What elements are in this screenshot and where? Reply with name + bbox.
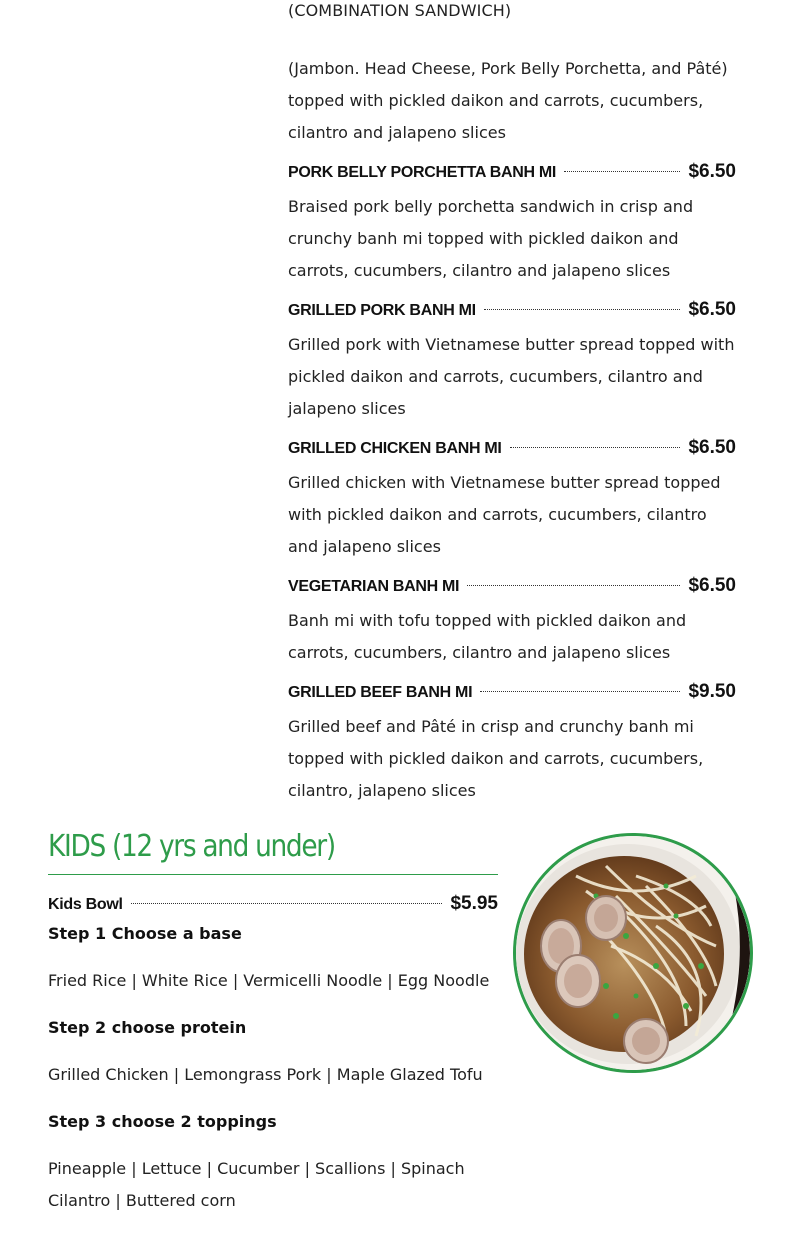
item-description: Grilled chicken with Vietnamese butter spread topped with pickled daikon and carrots, cucumbers, cilantro and jalapeno slices xyxy=(288,473,721,556)
combo-description: (Jambon. Head Cheese, Pork Belly Porchetta, and Pâté) topped with pickled daikon and carrots, cucumbers, cilantro and jalapeno slices xyxy=(288,59,728,142)
menu-item xyxy=(288,161,736,287)
step-2-options: Grilled Chicken | Lemongrass Pork | Maple Glazed Tofu xyxy=(48,1065,483,1084)
menu-item-header xyxy=(288,299,736,321)
step-3-options xyxy=(48,1153,498,1217)
menu-item-header xyxy=(288,437,736,459)
item-name: VEGETARIAN BANH MI xyxy=(288,578,460,595)
item-price: $5.95 xyxy=(450,893,498,914)
banh-mi-section xyxy=(288,0,736,807)
step-1-title: Step 1 Choose a base xyxy=(48,924,242,943)
item-name: GRILLED CHICKEN BANH MI xyxy=(288,440,502,457)
step-1-options: Fried Rice | White Rice | Vermicelli Noodle | Egg Noodle xyxy=(48,971,490,990)
menu-item-header xyxy=(288,575,736,597)
dot-leader xyxy=(510,447,681,448)
step-3-options-line-2: Cilantro | Buttered corn xyxy=(48,1191,236,1210)
item-name: Kids Bowl xyxy=(48,896,123,913)
step-3-options-line-1: Pineapple | Lettuce | Cucumber | Scallions | Spinach xyxy=(48,1159,465,1178)
kids-section xyxy=(48,826,498,1217)
item-name: GRILLED PORK BANH MI xyxy=(288,302,476,319)
dot-leader xyxy=(564,171,680,172)
item-price: $6.50 xyxy=(688,161,736,182)
menu-item xyxy=(288,437,736,563)
item-price: $9.50 xyxy=(688,681,736,702)
dot-leader xyxy=(467,585,680,586)
dot-leader xyxy=(484,309,681,310)
noodle-bowl-icon xyxy=(516,836,750,1070)
item-price: $6.50 xyxy=(688,437,736,458)
step-3-title: Step 3 choose 2 toppings xyxy=(48,1112,277,1131)
dot-leader xyxy=(131,903,443,904)
item-description: Grilled pork with Vietnamese butter spread topped with pickled daikon and carrots, cucumbers, cilantro and jalapeno slices xyxy=(288,335,735,418)
item-name: GRILLED BEEF BANH MI xyxy=(288,684,473,701)
step-2-title: Step 2 choose protein xyxy=(48,1018,247,1037)
combo-title: (COMBINATION SANDWICH) xyxy=(288,1,512,20)
menu-item-header xyxy=(288,161,736,183)
menu-item xyxy=(288,575,736,669)
menu-item xyxy=(288,299,736,425)
section-divider xyxy=(48,874,498,875)
item-name: PORK BELLY PORCHETTA BANH MI xyxy=(288,164,557,181)
menu-item-header xyxy=(288,681,736,703)
noodle-soup-bowl-photo xyxy=(513,833,753,1073)
item-price: $6.50 xyxy=(688,299,736,320)
item-price: $6.50 xyxy=(688,575,736,596)
dot-leader xyxy=(480,691,680,692)
item-description: Banh mi with tofu topped with pickled daikon and carrots, cucumbers, cilantro and jalapeno slices xyxy=(288,611,687,662)
kids-bowl-header xyxy=(48,893,498,915)
item-description: Braised pork belly porchetta sandwich in crisp and crunchy banh mi topped with pickled daikon and carrots, cucumbers, cilantro and jalapeno slices xyxy=(288,197,694,280)
menu-item xyxy=(288,681,736,807)
item-description: Grilled beef and Pâté in crisp and crunchy banh mi topped with pickled daikon and carrots, cucumbers, cilantro, jalapeno slices xyxy=(288,717,704,800)
kids-heading: KIDS (12 yrs and under) xyxy=(48,829,335,864)
